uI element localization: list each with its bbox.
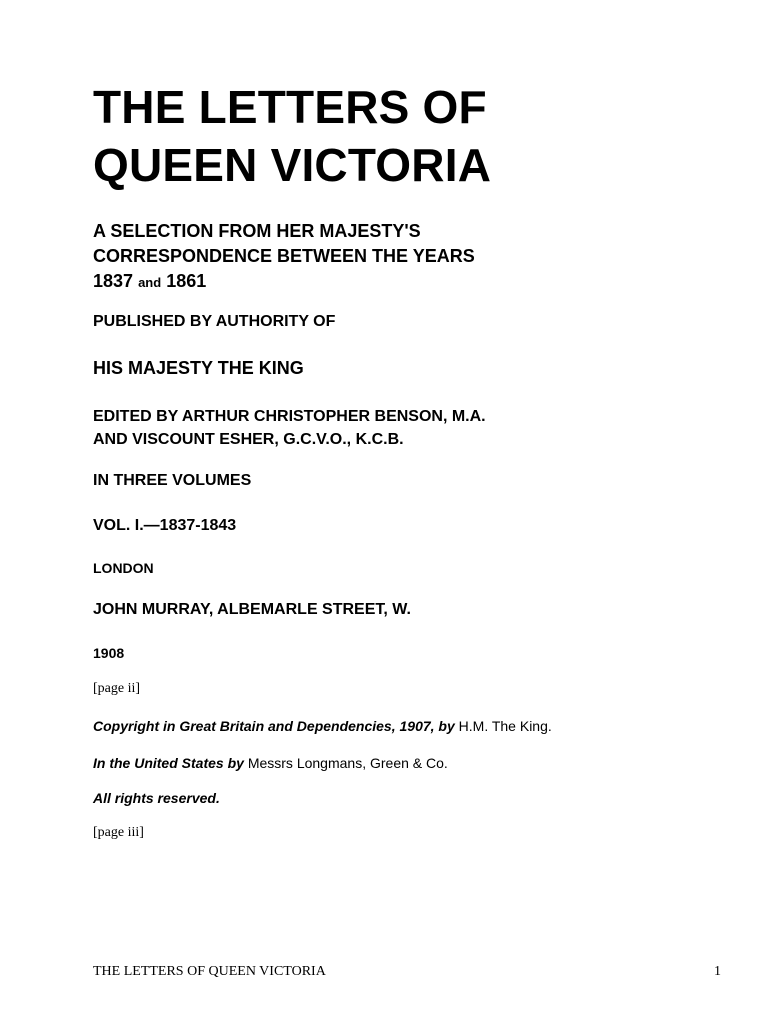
- city-line: LONDON: [93, 560, 154, 576]
- subtitle-line-1: A SELECTION FROM HER MAJESTY'S: [93, 221, 421, 241]
- rights-reserved-line: All rights reserved.: [93, 790, 220, 806]
- editors-line-1: EDITED BY ARTHUR CHRISTOPHER BENSON, M.A.: [93, 408, 486, 425]
- subtitle-line-2: CORRESPONDENCE BETWEEN THE YEARS: [93, 246, 475, 266]
- volumes-line: IN THREE VOLUMES: [93, 472, 252, 489]
- subtitle-and: and: [138, 275, 162, 290]
- page-marker-iii: [page iii]: [93, 825, 144, 840]
- copyright-holder: H.M. The King.: [458, 718, 552, 734]
- editors-line-2: AND VISCOUNT ESHER, G.C.V.O., K.C.B.: [93, 431, 404, 448]
- footer-page-number: 1: [714, 964, 721, 979]
- us-rights-line: [93, 755, 448, 771]
- book-title: [93, 78, 491, 194]
- footer-running-title: THE LETTERS OF QUEEN VICTORIA: [93, 964, 326, 979]
- page-marker-ii: [page ii]: [93, 681, 141, 696]
- us-rights-holder: Longmans, Green & Co.: [296, 755, 448, 771]
- us-rights-prefix: In the United States by: [93, 755, 244, 771]
- book-title-line-1: THE LETTERS OF: [93, 81, 487, 133]
- subtitle-year-end: 1861: [166, 271, 207, 291]
- book-title-line-2: QUEEN VICTORIA: [93, 139, 492, 191]
- editors-block: [93, 405, 486, 451]
- publication-year: 1908: [93, 645, 125, 661]
- volume-range-line: VOL. I.—1837-1843: [93, 517, 237, 534]
- copyright-line: [93, 718, 552, 734]
- us-rights-messrs: Messrs: [247, 755, 293, 771]
- publisher-line: JOHN MURRAY, ALBEMARLE STREET, W.: [93, 601, 411, 618]
- published-by-line: PUBLISHED BY AUTHORITY OF: [93, 313, 336, 330]
- subtitle-year-start: 1837: [93, 271, 134, 291]
- book-subtitle: [93, 219, 475, 295]
- copyright-prefix: Copyright in Great Britain and Dependencies, 1907, by: [93, 718, 455, 734]
- authority-line: HIS MAJESTY THE KING: [93, 358, 304, 378]
